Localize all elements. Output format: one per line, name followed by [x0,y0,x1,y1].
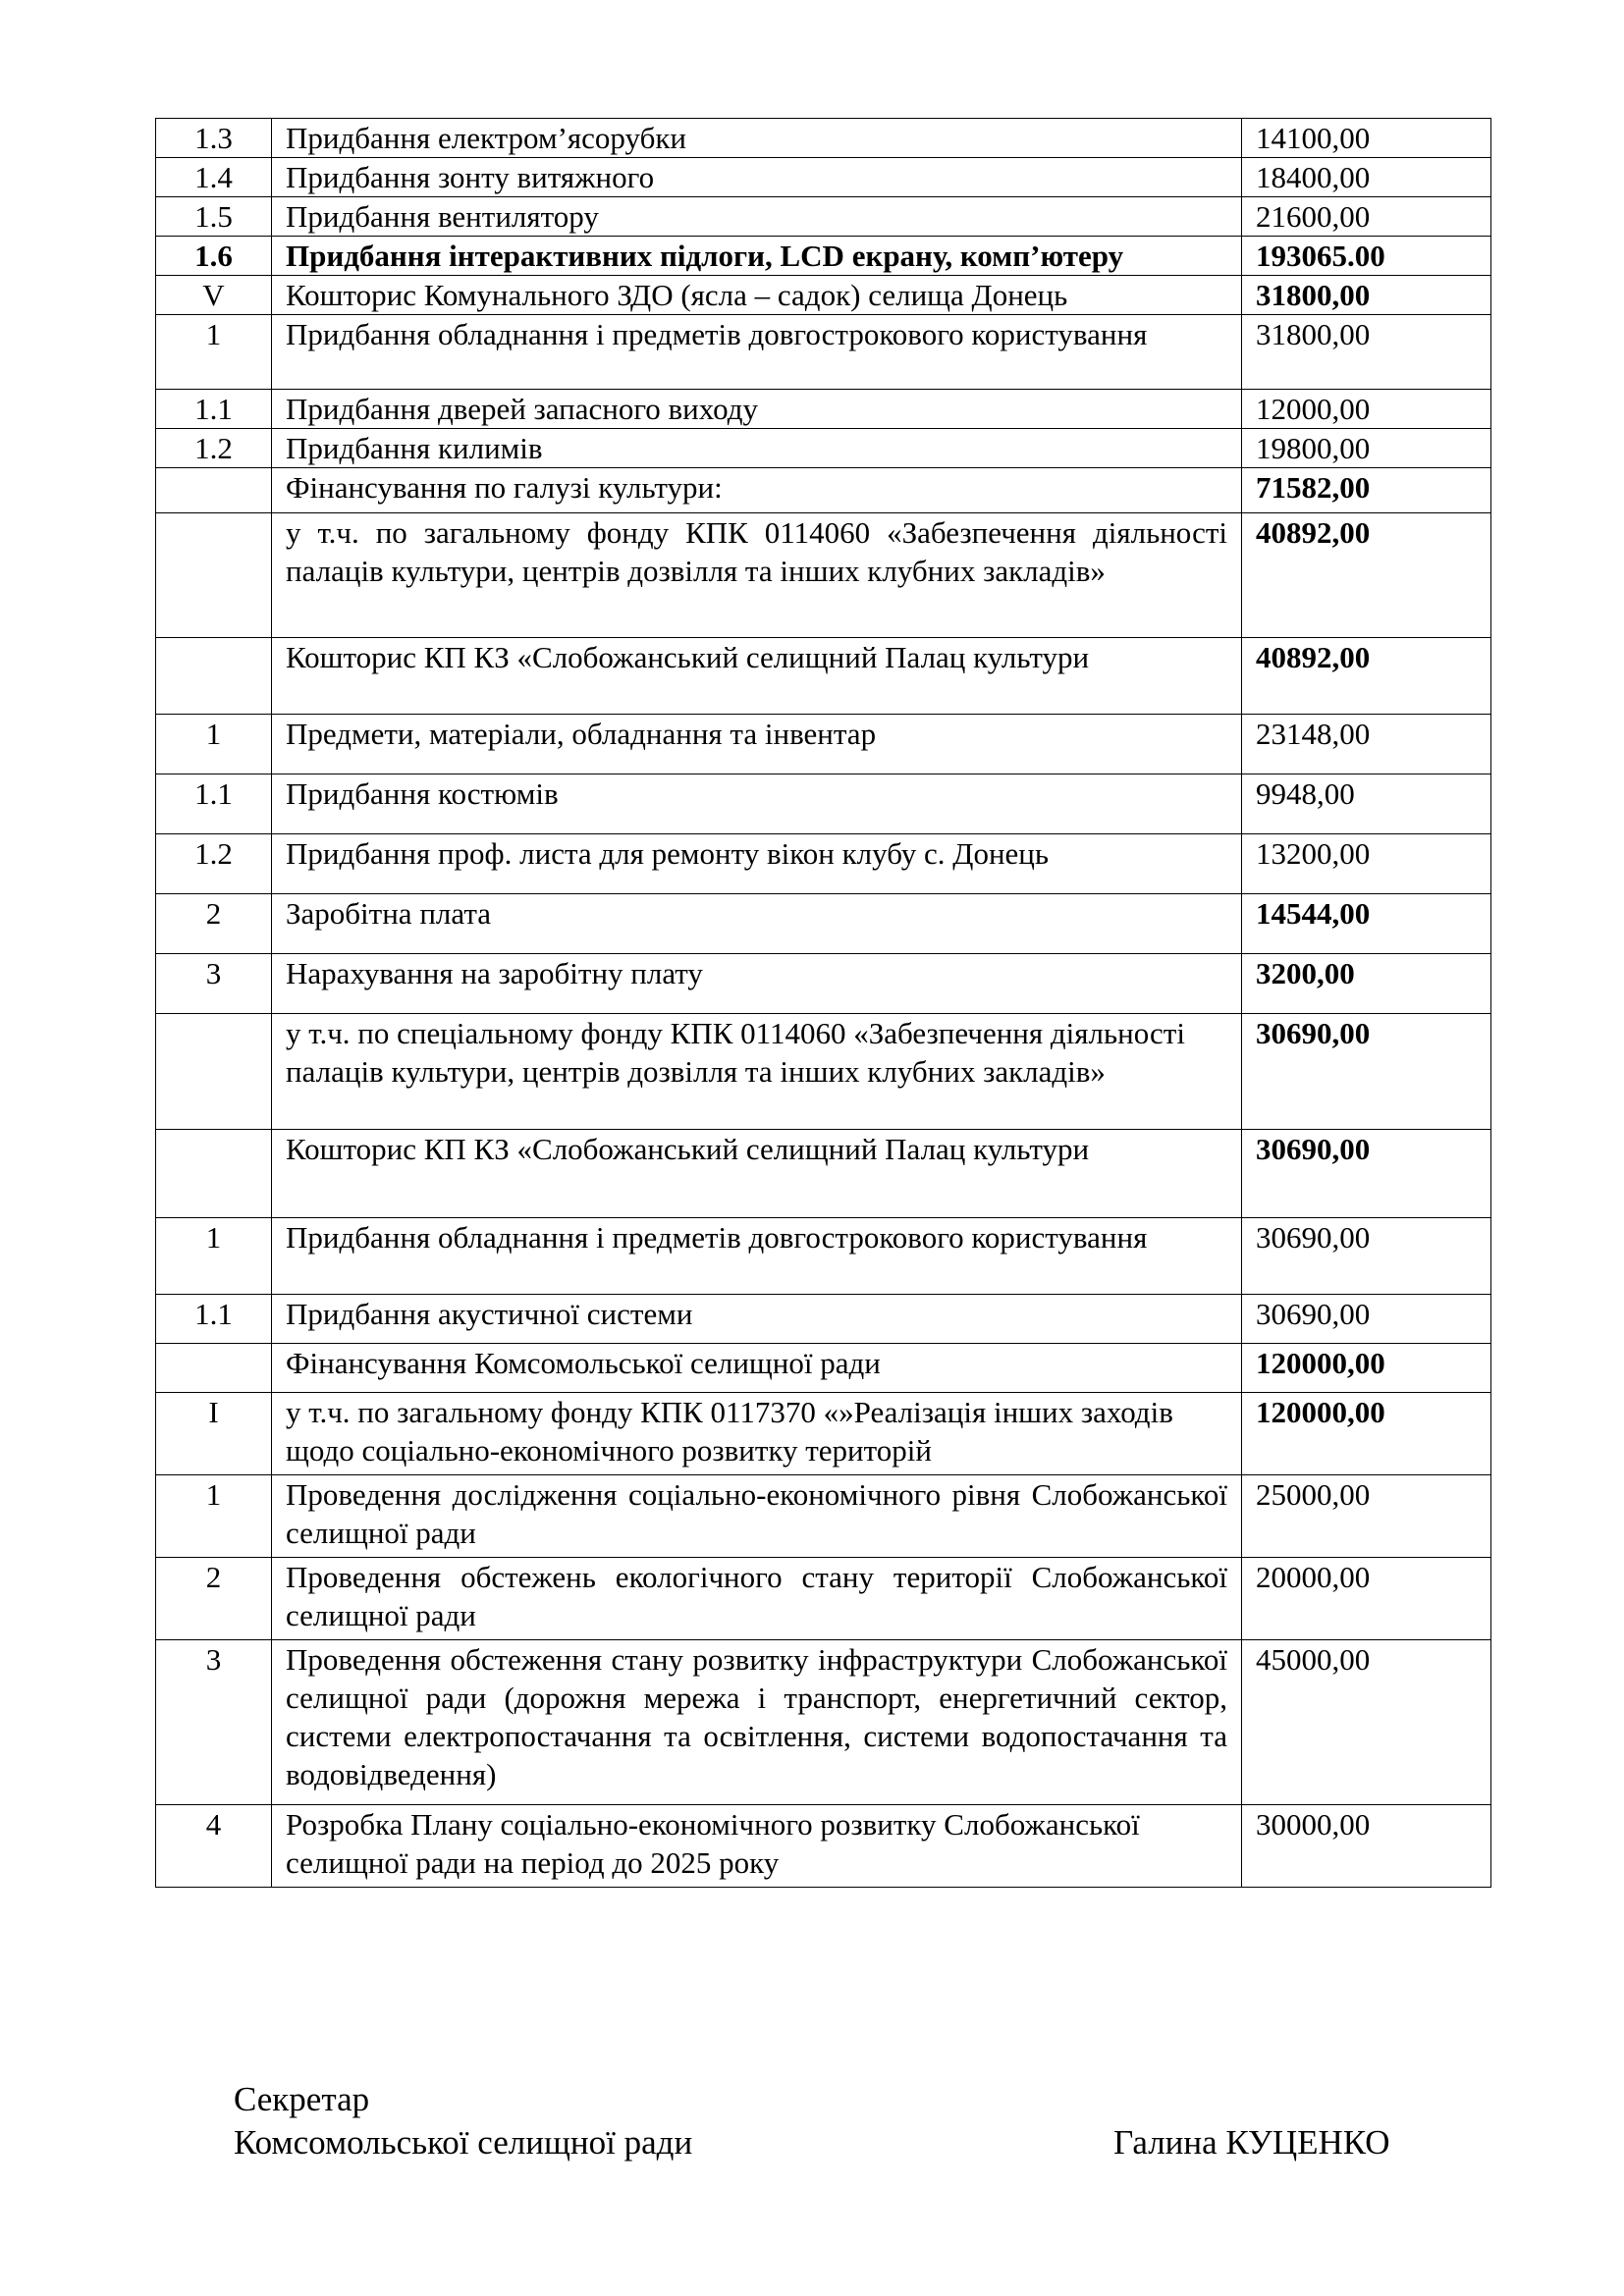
table-row [156,954,1491,1014]
row-description: Придбання проф. листа для ремонту вікон клубу с. Донець [272,834,1242,894]
budget-table [155,118,1491,1888]
table-row [156,390,1491,429]
table-row [156,158,1491,197]
signature-title: Секретар [234,2080,370,2118]
row-number: 4 [156,1805,272,1888]
table-row [156,513,1491,638]
table-row [156,774,1491,834]
row-number: 1.2 [156,834,272,894]
row-number: 1.5 [156,197,272,237]
table-row [156,1014,1491,1130]
table-row [156,1805,1491,1888]
row-description: Нарахування на заробітну плату [272,954,1242,1014]
row-amount: 30690,00 [1242,1218,1491,1295]
row-amount: 31800,00 [1242,276,1491,315]
row-number [156,468,272,513]
row-number: 1.4 [156,158,272,197]
signature-organization: Комсомольської селищної ради [234,2123,693,2162]
row-number: 1 [156,315,272,390]
table-row [156,1640,1491,1805]
table-row [156,468,1491,513]
row-number: 1 [156,1475,272,1558]
row-description: Фінансування по галузі культури: [272,468,1242,513]
row-amount: 120000,00 [1242,1344,1491,1393]
row-amount: 45000,00 [1242,1640,1491,1805]
row-amount: 3200,00 [1242,954,1491,1014]
row-amount: 19800,00 [1242,429,1491,468]
row-description: Придбання зонту витяжного [272,158,1242,197]
row-description: Придбання дверей запасного виходу [272,390,1242,429]
row-description: Проведення обстежень екологічного стану території Слобожанської селищної ради [272,1558,1242,1640]
row-number: 1 [156,1218,272,1295]
row-description: Придбання костюмів [272,774,1242,834]
table-row [156,715,1491,774]
row-amount: 25000,00 [1242,1475,1491,1558]
row-amount: 30690,00 [1242,1130,1491,1218]
row-amount: 30690,00 [1242,1295,1491,1344]
row-description: Проведення обстеження стану розвитку інфраструктури Слобожанської селищної ради (дорожня мережа і транспорт, енергетичний сектор, системи електропостачання та освітлення, системи водопостачання та водовідведення) [272,1640,1242,1805]
table-row [156,1475,1491,1558]
row-description: Розробка Плану соціально-економічного розвитку Слобожанської селищної ради на період до 2025 року [272,1805,1242,1888]
row-number: 1.3 [156,119,272,158]
row-description: Придбання обладнання і предметів довгострокового користування [272,1218,1242,1295]
row-number: 1.1 [156,774,272,834]
table-row [156,894,1491,954]
signature-name: Галина КУЦЕНКО [1113,2123,1390,2162]
row-amount: 14544,00 [1242,894,1491,954]
row-number: 1.1 [156,390,272,429]
row-amount: 40892,00 [1242,513,1491,638]
row-number: 1.6 [156,237,272,276]
row-amount: 12000,00 [1242,390,1491,429]
table-row [156,119,1491,158]
table-row [156,1295,1491,1344]
table-row [156,237,1491,276]
row-number: I [156,1393,272,1475]
row-number: V [156,276,272,315]
row-description: Заробітна плата [272,894,1242,954]
row-number [156,1014,272,1130]
row-amount: 20000,00 [1242,1558,1491,1640]
row-number: 3 [156,1640,272,1805]
row-description: Придбання електром’ясорубки [272,119,1242,158]
row-amount: 9948,00 [1242,774,1491,834]
row-number: 3 [156,954,272,1014]
row-description: у т.ч. по загальному фонду КПК 0117370 «»Реалізація інших заходів щодо соціально-економічного розвитку територій [272,1393,1242,1475]
row-description: у т.ч. по загальному фонду КПК 0114060 «Забезпечення діяльності палаців культури, центрів дозвілля та інших клубних закладів» [272,513,1242,638]
table-row [156,429,1491,468]
table-row [156,1218,1491,1295]
row-description: Придбання інтерактивних підлоги, LCD екрану, комп’ютеру [272,237,1242,276]
row-number [156,1344,272,1393]
row-amount: 193065.00 [1242,237,1491,276]
row-number: 2 [156,894,272,954]
row-description: Проведення дослідження соціально-економічного рівня Слобожанської селищної ради [272,1475,1242,1558]
table-row [156,1558,1491,1640]
table-row [156,834,1491,894]
row-amount: 40892,00 [1242,638,1491,715]
row-amount: 18400,00 [1242,158,1491,197]
row-number [156,513,272,638]
row-amount: 23148,00 [1242,715,1491,774]
row-description: Придбання обладнання і предметів довгострокового користування [272,315,1242,390]
row-number: 2 [156,1558,272,1640]
row-amount: 30000,00 [1242,1805,1491,1888]
table-row [156,1130,1491,1218]
table-row [156,1393,1491,1475]
row-amount: 21600,00 [1242,197,1491,237]
row-amount: 31800,00 [1242,315,1491,390]
row-amount: 30690,00 [1242,1014,1491,1130]
row-description: Кошторис КП КЗ «Слобожанський селищний Палац культури [272,1130,1242,1218]
table-row [156,638,1491,715]
row-description: у т.ч. по спеціальному фонду КПК 0114060 «Забезпечення діяльності палаців культури, центрів дозвілля та інших клубних закладів» [272,1014,1242,1130]
row-amount: 120000,00 [1242,1393,1491,1475]
table-row [156,1344,1491,1393]
table-row [156,315,1491,390]
row-number [156,638,272,715]
row-description: Придбання акустичної системи [272,1295,1242,1344]
row-number: 1.2 [156,429,272,468]
row-description: Придбання вентилятору [272,197,1242,237]
row-amount: 14100,00 [1242,119,1491,158]
table-row [156,197,1491,237]
row-description: Фінансування Комсомольської селищної ради [272,1344,1242,1393]
row-number: 1.1 [156,1295,272,1344]
row-description: Придбання килимів [272,429,1242,468]
row-number [156,1130,272,1218]
row-description: Кошторис КП КЗ «Слобожанський селищний Палац культури [272,638,1242,715]
row-number: 1 [156,715,272,774]
row-amount: 13200,00 [1242,834,1491,894]
table-row [156,276,1491,315]
row-amount: 71582,00 [1242,468,1491,513]
row-description: Кошторис Комунального ЗДО (ясла – садок) селища Донець [272,276,1242,315]
row-description: Предмети, матеріали, обладнання та інвентар [272,715,1242,774]
